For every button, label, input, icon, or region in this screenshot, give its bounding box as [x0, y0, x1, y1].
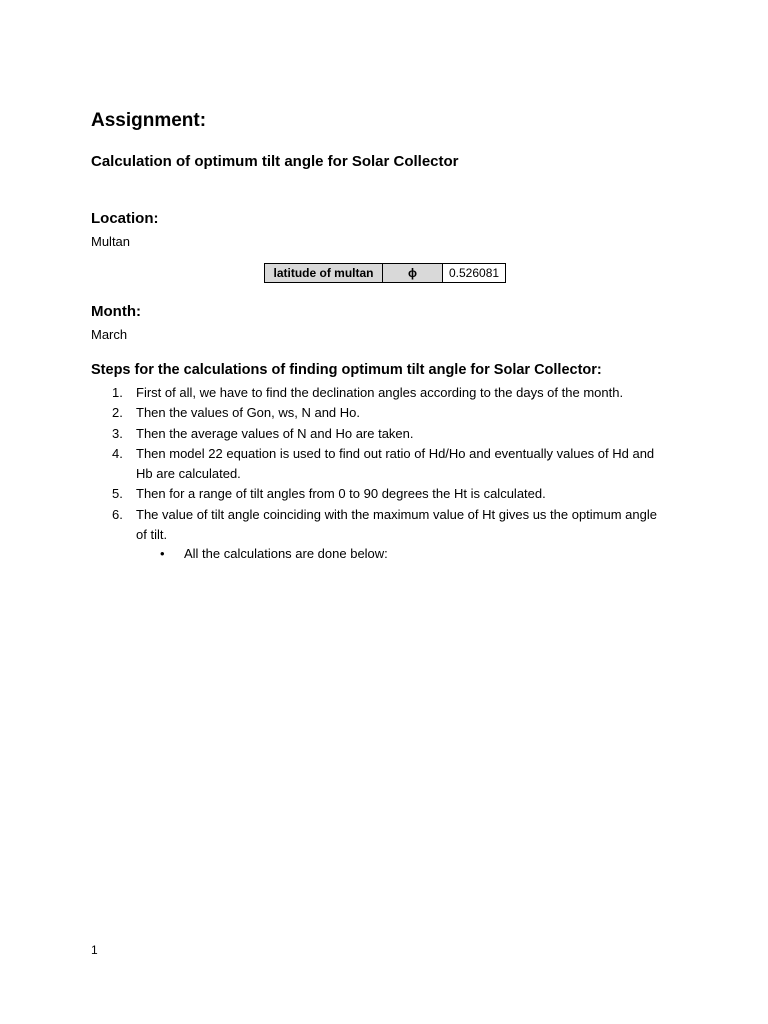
list-item — [91, 403, 671, 423]
step-number: 6. — [112, 506, 123, 522]
latitude-row — [265, 264, 506, 283]
latitude-label-cell: latitude of multan — [265, 264, 383, 283]
bullet-text: All the calculations are done below: — [184, 546, 388, 561]
list-item — [91, 383, 671, 403]
month-label: Month: — [91, 303, 141, 320]
assignment-subheading: Calculation of optimum tilt angle for Solar Collector — [91, 153, 459, 170]
step-number: 3. — [112, 425, 123, 441]
step-number: 2. — [112, 405, 123, 421]
bullet-icon: • — [160, 546, 165, 561]
month-value: March — [91, 327, 128, 342]
step-number: 1. — [112, 385, 123, 400]
step-text: Then the values of Gon, ws, N and Ho. — [136, 405, 361, 421]
step-text: First of all, we have to find the declination angles according to the days of the month. — [136, 385, 624, 400]
step-number: 5. — [112, 486, 123, 502]
latitude-symbol-cell: ϕ — [383, 264, 443, 283]
latitude-table — [264, 263, 506, 283]
step-text: Then for a range of tilt angles from 0 to 90 degrees the Ht is calculated. — [136, 486, 546, 502]
list-item — [91, 505, 671, 546]
step-text: The value of tilt angle coinciding with the maximum value of Ht gives us the optimum angle of tilt. — [136, 506, 657, 543]
location-value: Multan — [91, 234, 131, 249]
step-text: Then the average values of N and Ho are taken. — [136, 425, 414, 441]
location-label: Location: — [91, 210, 159, 227]
list-item — [91, 424, 671, 444]
steps-title: Steps for the calculations of finding optimum tilt angle for Solar Collector: — [91, 362, 602, 378]
step-text: Then model 22 equation is used to find out ratio of Hd/Ho and eventually values of Hd and Hb are calculated. — [136, 445, 655, 482]
list-item — [91, 444, 671, 485]
latitude-value-cell: 0.526081 — [443, 264, 506, 283]
list-item — [91, 484, 671, 504]
step-number: 4. — [112, 445, 123, 461]
assignment-heading: Assignment: — [91, 110, 207, 131]
steps-list — [91, 383, 671, 545]
page-number: 1 — [91, 943, 98, 957]
